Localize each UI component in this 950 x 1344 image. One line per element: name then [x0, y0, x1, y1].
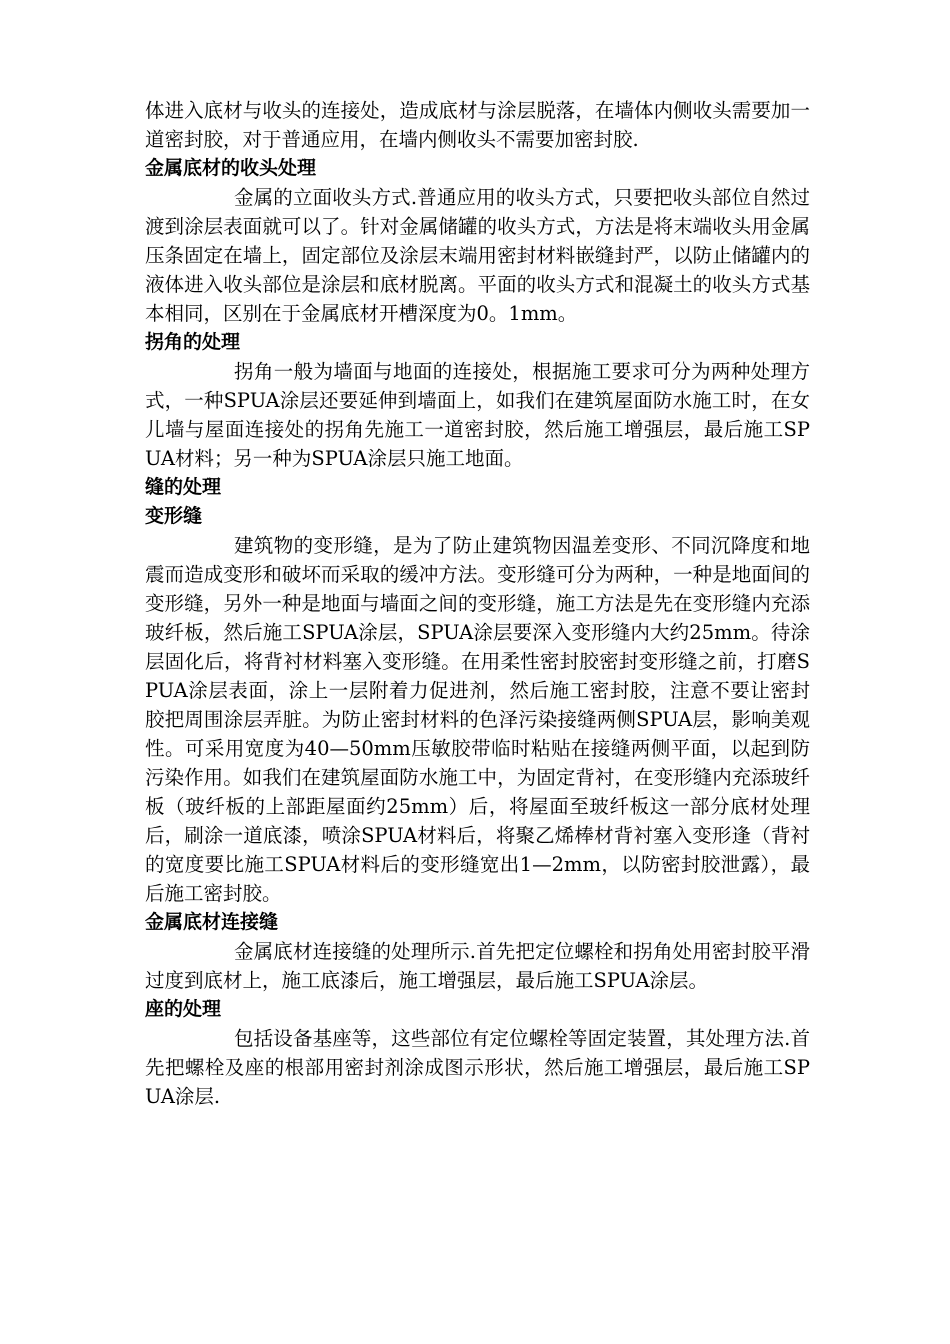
- paragraph-expansion-joint: 建筑物的变形缝，是为了防止建筑物因温差变形、不同沉降度和地震而造成变形和破坏而采取的缓冲方法。变形缝可分为两种，一种是地面间的变形缝，另外一种是地面与墙面之间的变形缝，施工方法是先在变形缝内充添玻纤板，然后施工SPUA涂层，SPUA涂层要深入变形缝内大约25mm。待涂层固化后，将背衬材料塞入变形缝。在用柔性密封胶密封变形缝之前，打磨SPUA涂层表面，涂上一层附着力促进剂，然后施工密封胶，注意不要让密封胶把周围涂层弄脏。为防止密封材料的色泽污染接缝两侧SPUA层，影响美观性。可采用宽度为40—50mm压敏胶带临时粘贴在接缝两侧平面，以起到防污染作用。如我们在建筑屋面防水施工中，为固定背衬，在变形缝内充添玻纤板（玻纤板的上部距屋面约25mm）后，将屋面至玻纤板这一部分底材处理后，刷涂一道底漆，喷涂SPUA材料后，将聚乙烯棒材背衬塞入变形逢（背衬的宽度要比施工SPUA材料后的变形缝宽出1—2mm，以防密封胶泄露），最后施工密封胶。: [145, 534, 810, 905]
- document-page: [145, 96, 810, 1111]
- paragraph-base: 包括设备基座等，这些部位有定位螺栓等固定装置，其处理方法.首先把螺栓及座的根部用密封剂涂成图示形状，然后施工增强层，最后施工SPUA涂层.: [145, 1027, 810, 1108]
- heading-metal-edge: 金属底材的收头处理: [145, 157, 317, 179]
- heading-base: 座的处理: [145, 998, 222, 1020]
- paragraph-corner: 拐角一般为墙面与地面的连接处，根据施工要求可分为两种处理方式，一种SPUA涂层还要延伸到墙面上，如我们在建筑屋面防水施工时，在女儿墙与屋面连接处的拐角先施工一道密封胶，然后施工增强层，最后施工SPUA材料；另一种为SPUA涂层只施工地面。: [145, 360, 810, 470]
- heading-metal-seam: 金属底材连接缝: [145, 911, 279, 933]
- heading-corner: 拐角的处理: [145, 331, 241, 353]
- paragraph-metal-seam: 金属底材连接缝的处理所示.首先把定位螺栓和拐角处用密封胶平滑过度到底材上，施工底漆后，施工增强层，最后施工SPUA涂层。: [145, 940, 810, 992]
- heading-joint: 缝的处理: [145, 476, 222, 498]
- paragraph-metal-edge: 金属的立面收头方式.普通应用的收头方式，只要把收头部位自然过渡到涂层表面就可以了。针对金属储罐的收头方式，方法是将末端收头用金属压条固定在墙上，固定部位及涂层末端用密封材料嵌缝封严，以防止储罐内的液体进入收头部位是涂层和底材脱离。平面的收头方式和混凝土的收头方式基本相同，区别在于金属底材开槽深度为0。1mm。: [145, 186, 810, 325]
- heading-expansion-joint: 变形缝: [145, 505, 203, 527]
- paragraph-continuation: 体进入底材与收头的连接处，造成底材与涂层脱落，在墙体内侧收头需要加一道密封胶，对于普通应用，在墙内侧收头不需要加密封胶.: [145, 99, 810, 151]
